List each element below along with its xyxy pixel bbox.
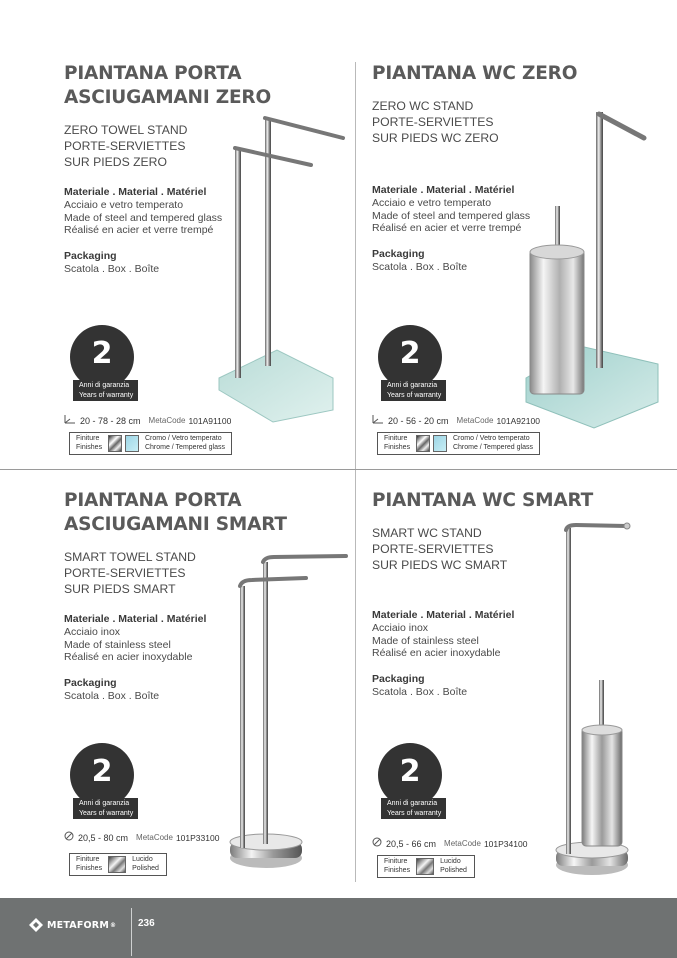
dimensions-row [64,414,231,427]
finishes-box [377,432,540,455]
packaging-text: Scatola . Box . Boîte [372,260,468,273]
glass-swatch [125,435,139,452]
product-subtitle: SMART WC STAND PORTE-SERVIETTES SUR PIEDS WC SMART [372,526,508,572]
page-footer [0,898,677,958]
finishes-label: Finiture Finishes [76,856,103,872]
towel-stand-smart-illustration [222,548,354,873]
metacode-label: MetaCode [148,415,186,425]
page-number: 236 [138,918,155,929]
product-subtitle: SMART TOWEL STAND PORTE-SERVIETTES SUR PIEDS SMART [64,550,196,596]
material-line: Made of steel and tempered glass [372,209,531,222]
metacode-label: MetaCode [444,838,481,848]
wc-stand-zero-illustration [522,102,662,432]
material-heading: Materiale . Material . Matériel [64,186,207,198]
finishes-box [69,853,167,876]
metacode-value: 101P34100 [483,838,528,849]
brand-name: METAFORM [47,919,109,931]
metacode-label: MetaCode [136,832,173,842]
metacode-value: 101P33100 [175,832,220,843]
footer-separator [131,908,132,956]
metaform-mark-icon [28,917,44,933]
chrome-swatch [108,435,122,452]
metacode-value: 101A92100 [496,415,540,426]
material-line: Acciaio inox [372,622,429,634]
finishes-box [377,855,475,878]
dimensions-value: 20,5 - 80 cm [78,832,129,843]
material-line: Acciaio e vetro temperato [64,199,184,211]
product-title: PIANTANA PORTA ASCIUGAMANI ZERO [64,63,271,108]
product-subtitle: ZERO TOWEL STAND PORTE-SERVIETTES SUR PIEDS ZERO [64,123,188,169]
dimensions-row [372,837,527,850]
towel-stand-zero-illustration [215,110,350,425]
material-line: Made of stainless steel [64,638,171,651]
brand-mark: ® [109,921,117,929]
material-heading: Materiale . Material . Matériel [372,184,515,196]
material-heading: Materiale . Material . Matériel [64,613,207,625]
warranty-label: Anni di garanzia Years of warranty [73,798,138,819]
finish-text: Cromo / Vetro temperato Chrome / Tempered glass [144,435,225,451]
wc-stand-smart-illustration [552,520,652,880]
packaging-text: Scatola . Box . Boîte [372,685,468,698]
glass-swatch [433,435,447,452]
dimensions-row [64,831,219,844]
polished-swatch [108,856,126,873]
warranty-label: Anni di garanzia Years of warranty [381,380,446,401]
finishes-label: Finiture Finishes [76,435,103,451]
diameter-icon [64,831,74,844]
product-title: PIANTANA WC ZERO [372,63,578,84]
chrome-swatch [416,435,430,452]
material-line: Réalisé en acier et verre trempé [64,224,214,236]
product-title: PIANTANA WC SMART [372,490,594,511]
material-line: Acciaio inox [64,626,121,638]
material-line: Made of stainless steel [372,634,479,647]
finish-text: Lucido Polished [440,858,467,874]
finishes-label: Finiture Finishes [384,858,411,874]
finishes-label: Finiture Finishes [384,435,411,451]
warranty-label: Anni di garanzia Years of warranty [381,798,446,819]
dimensions-value: 20 - 56 - 20 cm [388,415,449,426]
material-line: Made of steel and tempered glass [64,211,223,224]
packaging-text: Scatola . Box . Boîte [64,689,160,702]
warranty-years: 2 [399,336,421,371]
dimensions-icon [372,414,384,427]
finish-text: Lucido Polished [132,856,159,872]
packaging-heading: Packaging [64,676,117,689]
product-title: PIANTANA PORTA ASCIUGAMANI SMART [64,490,287,535]
packaging-heading: Packaging [372,672,425,685]
material-line: Acciaio e vetro temperato [372,197,492,209]
dimensions-icon [64,414,76,427]
material-heading: Materiale . Material . Matériel [372,609,515,621]
diameter-icon [372,837,382,850]
dimensions-value: 20 - 78 - 28 cm [80,415,141,426]
warranty-years: 2 [91,754,113,789]
dimensions-value: 20,5 - 66 cm [386,838,437,849]
metacode-value: 101A91100 [188,415,232,426]
packaging-heading: Packaging [372,247,425,260]
packaging-text: Scatola . Box . Boîte [64,262,160,275]
warranty-years: 2 [91,336,113,371]
material-line: Réalisé en acier inoxydable [372,647,501,659]
material-line: Réalisé en acier inoxydable [64,651,193,663]
finish-text: Cromo / Vetro temperato Chrome / Tempered glass [452,435,533,451]
metacode-label: MetaCode [456,415,494,425]
packaging-heading: Packaging [64,249,117,262]
polished-swatch [416,858,434,875]
dimensions-row [372,414,540,427]
finishes-box [69,432,232,455]
product-subtitle: ZERO WC STAND PORTE-SERVIETTES SUR PIEDS WC ZERO [372,99,499,145]
warranty-years: 2 [399,754,421,789]
metaform-logo [28,917,116,933]
material-line: Réalisé en acier et verre trempé [372,222,522,234]
warranty-label: Anni di garanzia Years of warranty [73,380,138,401]
